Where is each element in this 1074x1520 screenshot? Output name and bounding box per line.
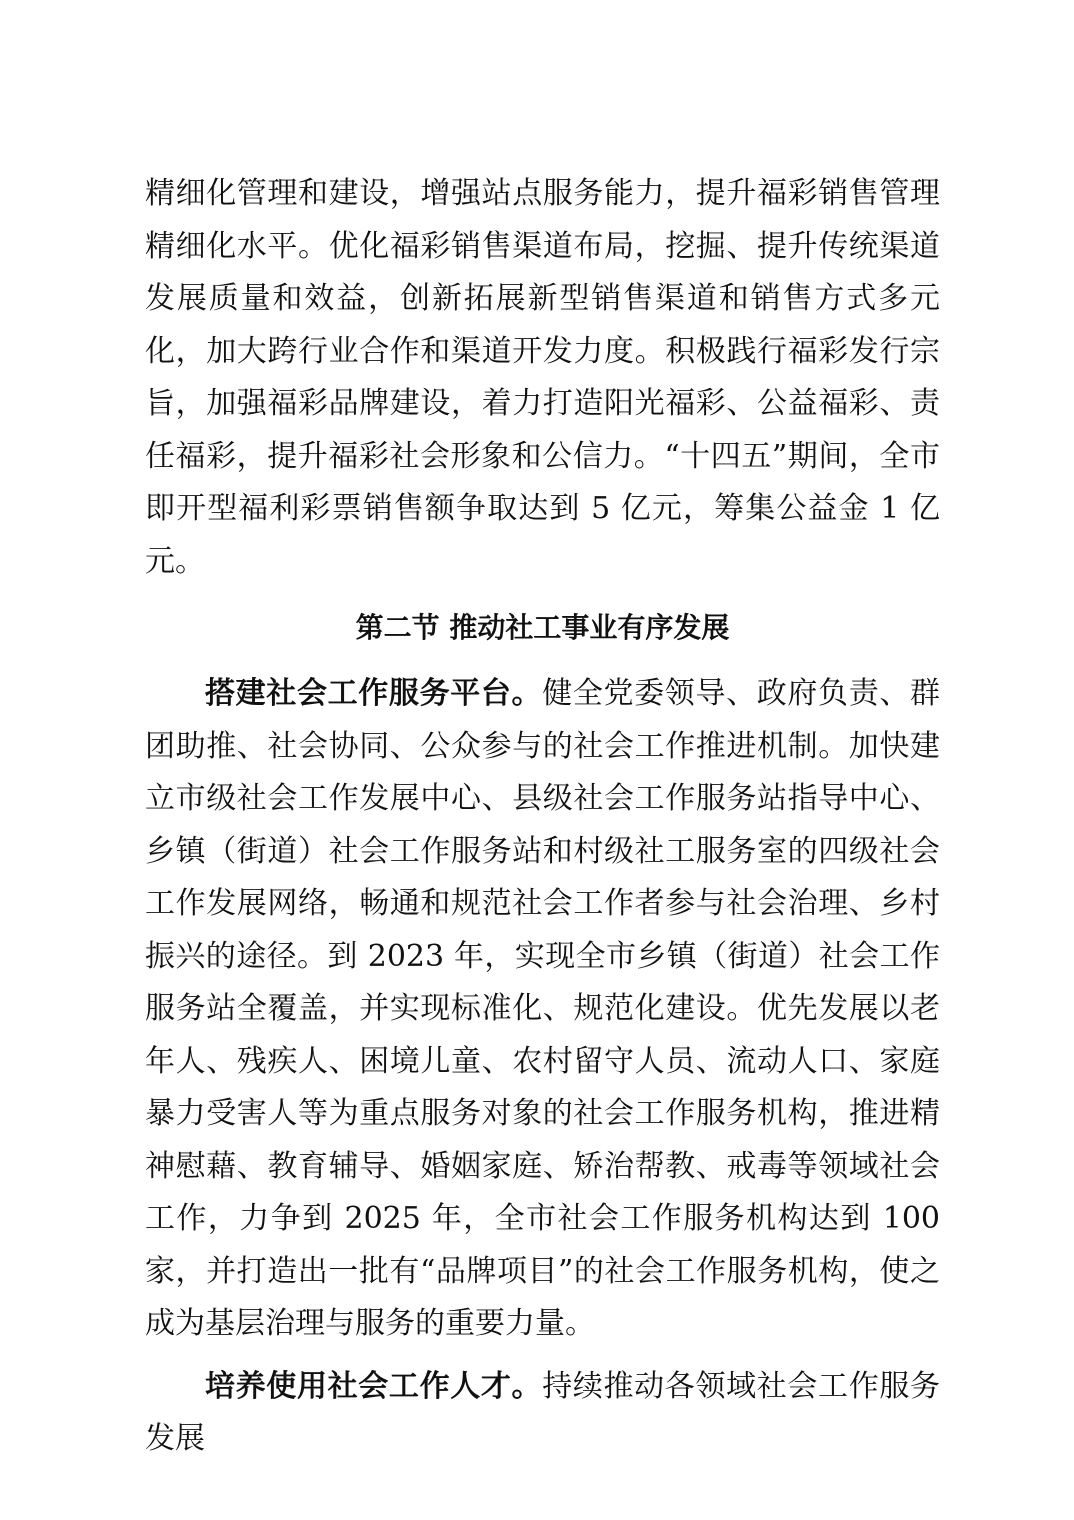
paragraph-spacer — [145, 1351, 940, 1361]
paragraph-social-work-talent — [145, 1361, 940, 1466]
paragraph-lead-heading: 搭建社会工作服务平台。 — [205, 676, 543, 711]
paragraph-lead-heading: 培养使用社会工作人才。 — [205, 1368, 543, 1404]
paragraph-body-text: 持续推动各领域社会工作服务发展 — [145, 1368, 941, 1456]
section-heading: 第二节 推动社工事业有序发展 — [355, 611, 730, 644]
paragraph-social-work-platform — [145, 668, 940, 1351]
document-body — [145, 168, 940, 1466]
paragraph-lottery-sales: 精细化管理和建设，增强站点服务能力，提升福彩销售管理精细化水平。优化福彩销售渠道布局，挖掘、提升传统渠道发展质量和效益，创新拓展新型销售渠道和销售方式多元化，加大跨行业合作和渠道开发力度。积极践行福彩发行宗旨，加强福彩品牌建设，着力打造阳光福彩、公益福彩、责任福彩，提升福彩社会形象和公信力。“十四五”期间，全市即开型福利彩票销售额争取达到 5 亿元，筹集公益金 1 亿元。 — [145, 176, 940, 579]
paragraph-body-text: 健全党委领导、政府负责、群团助推、社会协同、公众参与的社会工作推进机制。加快建立市级社会工作发展中心、县级社会工作服务站指导中心、乡镇（街道）社会工作服务站和村级社工服务室的四级社会工作发展网络，畅通和规范社会工作者参与社会治理、乡村振兴的途径。到 2023 年，实现全市乡镇（街道）社会工作服务站全覆盖，并实现标准化、规范化建设。优先发展以老年人、残疾人、困境儿童、农村留守人员、流动人口、家庭暴力受害人等为重点服务对象的社会工作服务机构，推进精神慰藉、教育辅导、婚姻家庭、矫治帮教、戒毒等领域社会工作，力争到 2025 年，全市社会工作服务机构达到 100 家，并打造出一批有“品牌项目”的社会工作服务机构，使之成为基层治理与服务的重要力量。 — [145, 676, 941, 1341]
